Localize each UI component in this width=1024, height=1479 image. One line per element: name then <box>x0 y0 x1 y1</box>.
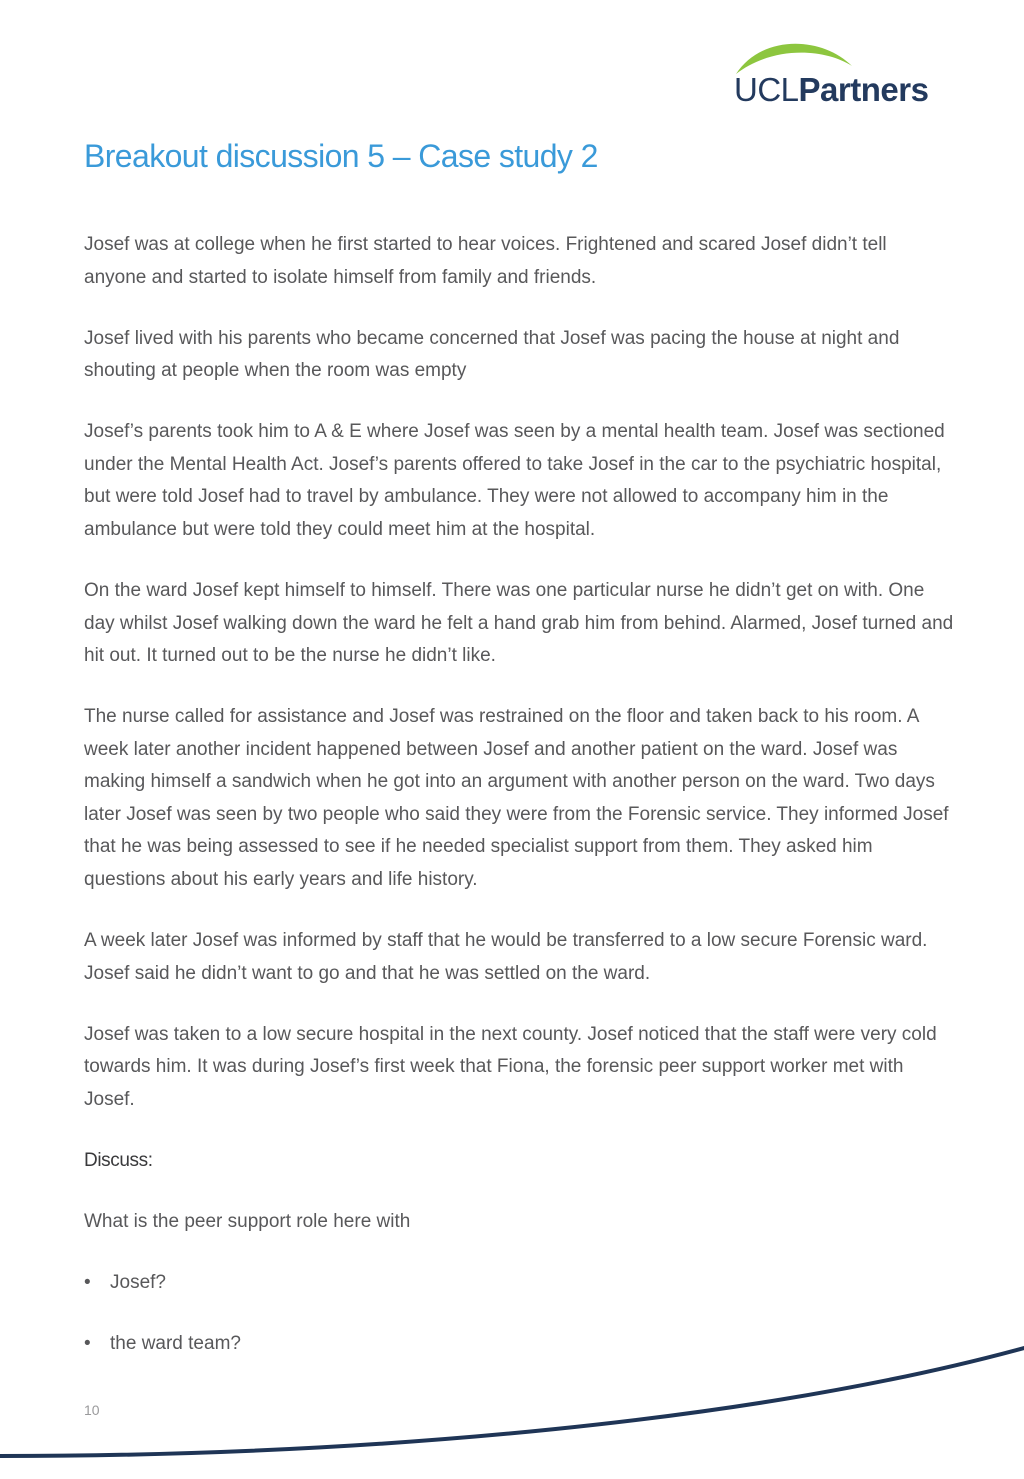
paragraph-parents: Josef lived with his parents who became concerned that Josef was pacing the house at night and shouting at people when the room was empty <box>84 327 900 382</box>
paragraph-low-secure: Josef was taken to a low secure hospital in the next county. Josef noticed that the staff were very cold towards him. It was during Josef’s first week that Fiona, the forensic peer support worker met with Josef. <box>84 1023 937 1110</box>
discuss-heading: Discuss: <box>84 1149 153 1171</box>
paragraph-sectioned: Josef’s parents took him to A & E where Josef was seen by a mental health team. Josef was sectioned under the Mental Health Act. Josef’s parents offered to take Josef in the car to the psychiatric hospital, but were told Josef had to travel by ambulance. They were not allowed to accompany him in the ambulance but were told they could meet him at the hospital. <box>84 421 945 540</box>
case-study-body <box>84 229 954 1389</box>
paragraph-college: Josef was at college when he first started to hear voices. Frightened and scared Josef didn’t tell anyone and started to isolate himself from family and friends. <box>84 234 887 288</box>
bullet-item <box>84 1267 954 1300</box>
paragraph-restrained: The nurse called for assistance and Josef was restrained on the floor and taken back to his room. A week later another incident happened between Josef and another patient on the ward. Josef was making himself a sandwich when he got into an argument with another person on the ward. Two days later Josef was seen by two people who said they were from the Forensic service. They informed Josef that he was being assessed to see if he needed specialist support from them. They asked him questions about his early years and life history. <box>84 706 949 891</box>
logo-wordmark <box>734 70 928 110</box>
bullet-text: the ward team? <box>110 1332 241 1354</box>
paragraph-transfer: A week later Josef was informed by staff that he would be transferred to a low secure Forensic ward. Josef said he didn’t want to go and that he was settled on the ward. <box>84 930 928 984</box>
bullet-text: Josef? <box>110 1271 166 1293</box>
bullet-dot-icon: • <box>84 1332 91 1354</box>
logo-ucl-text: UCL <box>734 71 799 108</box>
page-number: 10 <box>84 1402 100 1418</box>
paragraph-ward: On the ward Josef kept himself to himself. There was one particular nurse he didn’t get on with. One day whilst Josef walking down the ward he felt a hand grab him from behind. Alarmed, Josef turned and hit out. It turned out to be the nurse he didn’t like. <box>84 579 954 667</box>
uclpartners-logo <box>732 40 972 110</box>
discussion-question: What is the peer support role here with <box>84 1210 411 1232</box>
footer-swoosh-icon <box>0 1340 1024 1479</box>
page-title: Breakout discussion 5 – Case study 2 <box>84 138 598 174</box>
bullet-dot-icon: • <box>84 1271 91 1293</box>
logo-partners-text: Partners <box>798 71 929 108</box>
